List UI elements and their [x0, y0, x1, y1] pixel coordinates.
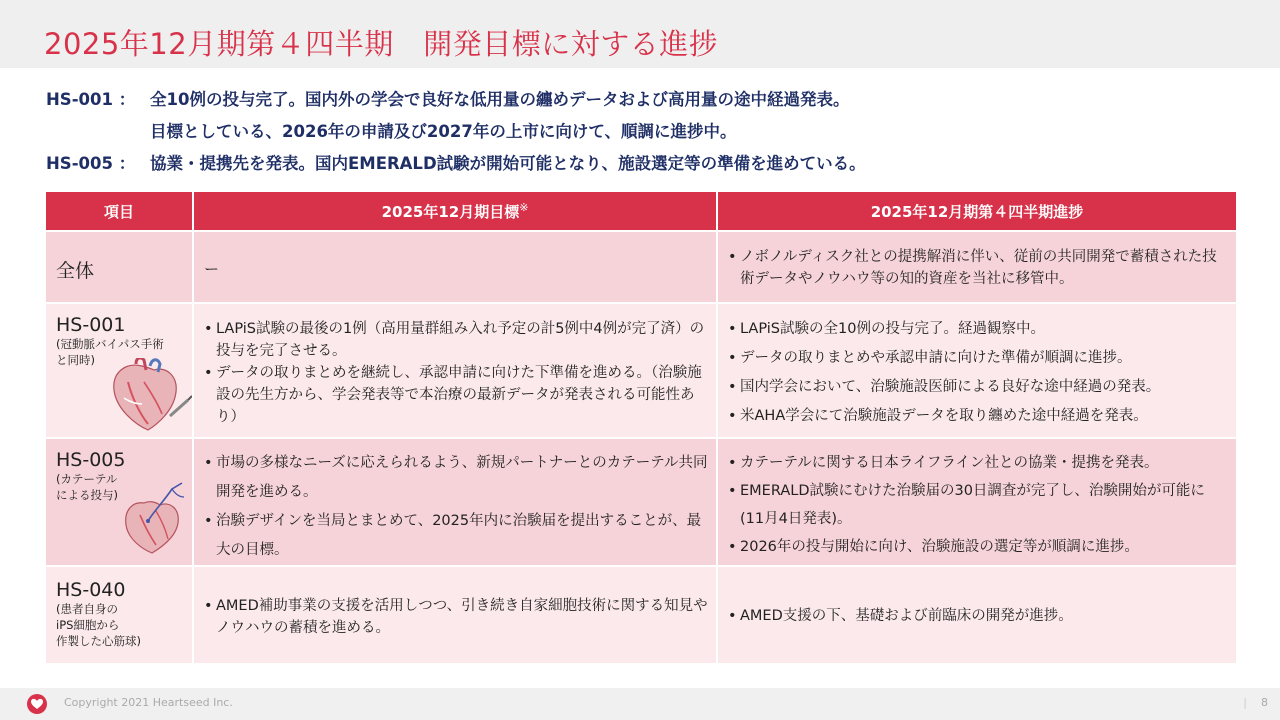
item-cell [45, 438, 193, 566]
list-item: • 国内学会において、治験施設医師による良好な途中経過の発表。 [728, 373, 1228, 402]
header-target [193, 191, 717, 231]
progress-cell [717, 438, 1237, 566]
progress-cell [717, 566, 1237, 664]
item-name: HS-001 [56, 314, 126, 336]
summary-text: 全10例の投与完了。国内外の学会で良好な低用量の纏めデータおよび高用量の途中経過発表。 [150, 90, 850, 109]
target-list [194, 449, 716, 565]
list-item: • LAPiS試験の最後の1例（高用量群組み入れ予定の計5例中4例が完了済）の投与を完了させる。 [204, 318, 708, 362]
header-item: 項目 [45, 191, 193, 231]
list-item: • 米AHA学会にて治験施設データを取り纏めた途中経過を発表。 [728, 402, 1228, 431]
target-cell [193, 438, 717, 566]
page-number-value: 8 [1261, 696, 1268, 709]
list-item: • LAPiS試験の全10例の投与完了。経過観察中。 [728, 315, 1228, 344]
progress-table [44, 190, 1238, 665]
target-text: ー [204, 260, 220, 278]
table-row [45, 566, 1237, 664]
header-progress: 2025年12月期第４四半期進捗 [717, 191, 1237, 231]
summary-line [46, 148, 1246, 180]
summary-code: HS-005 [46, 154, 113, 173]
list-item: • 2026年の投与開始に向け、治験施設の選定等が順調に進捗。 [728, 533, 1228, 561]
progress-cell [717, 231, 1237, 303]
list-item: • ノボノルディスク社との提携解消に伴い、従前の共同開発で蓄積された技術データやノウハウ等の知的資産を当社に移管中。 [728, 246, 1228, 290]
list-item: • 治験デザインを当局とまとめて、2025年内に治験届を提出することが、最大の目標。 [204, 507, 708, 565]
item-name: 全体 [56, 260, 95, 282]
progress-cell [717, 303, 1237, 438]
table-header-row [45, 191, 1237, 231]
progress-list [718, 246, 1236, 290]
item-sub: iPS細胞から [56, 618, 120, 632]
header-target-label: 2025年12月期目標 [381, 202, 520, 221]
summary-sep: ： [118, 154, 136, 173]
list-item: • AMED支援の下、基礎および前臨床の開発が進捗。 [728, 605, 1228, 627]
page-number: | 8 [1243, 696, 1268, 709]
target-cell [193, 231, 717, 303]
target-list [194, 318, 716, 428]
progress-list [718, 449, 1236, 561]
summary-line [46, 84, 1246, 116]
table-row [45, 438, 1237, 566]
item-name: HS-005 [56, 449, 126, 471]
progress-list [718, 605, 1236, 627]
list-item: • 市場の多様なニーズに応えられるよう、新規パートナーとのカテーテル共同開発を進める。 [204, 449, 708, 507]
item-cell [45, 566, 193, 664]
table-row [45, 303, 1237, 438]
table-row [45, 231, 1237, 303]
footer [0, 688, 1280, 720]
target-cell [193, 566, 717, 664]
item-sub: (患者自身の [56, 602, 118, 616]
list-item: • カテーテルに関する日本ライフライン社との協業・提携を発表。 [728, 449, 1228, 477]
copyright-text: Copyright 2021 Heartseed Inc. [64, 696, 233, 709]
item-cell [45, 303, 193, 438]
summary [46, 84, 1246, 180]
item-sub: 作製した心筋球) [56, 634, 141, 648]
list-item: • データの取りまとめや承認申請に向けた準備が順調に進捗。 [728, 344, 1228, 373]
summary-sep: ： [118, 90, 136, 109]
target-list [194, 595, 716, 639]
item-sub: と同時) [56, 353, 95, 367]
item-name: HS-040 [56, 579, 126, 601]
page-title: 2025年12月期第４四半期 開発目標に対する進捗 [44, 27, 719, 61]
progress-list [718, 315, 1236, 431]
list-item: • AMED補助事業の支援を活用しつつ、引き続き自家細胞技術に関する知見やノウハウの蓄積を進める。 [204, 595, 708, 639]
summary-line [46, 116, 1246, 148]
item-sub: (冠動脈バイパス手術 [56, 337, 164, 351]
heartseed-logo [27, 694, 47, 714]
list-item: • データの取りまとめを継続し、承認申請に向けた下準備を進める。（治験施設の先生方から、学会発表等で本治療の最新データが発表される可能性あり） [204, 362, 708, 428]
catheter-heart-illustration [120, 481, 186, 555]
heart-anatomy-illustration [106, 358, 192, 434]
item-sub: による投与) [56, 488, 118, 502]
summary-text: 目標としている、2026年の申請及び2027年の上市に向けて、順調に進捗中。 [150, 122, 737, 141]
header-note-mark: ※ [519, 200, 529, 214]
summary-code: HS-001 [46, 90, 113, 109]
item-cell [45, 231, 193, 303]
item-sub: (カテーテル [56, 472, 118, 486]
target-cell [193, 303, 717, 438]
summary-text: 協業・提携先を発表。国内EMERALD試験が開始可能となり、施設選定等の準備を進めている。 [150, 154, 866, 173]
list-item: • EMERALD試験にむけた治験届の30日調査が完了し、治験開始が可能に(11月4日発表)。 [728, 477, 1228, 533]
